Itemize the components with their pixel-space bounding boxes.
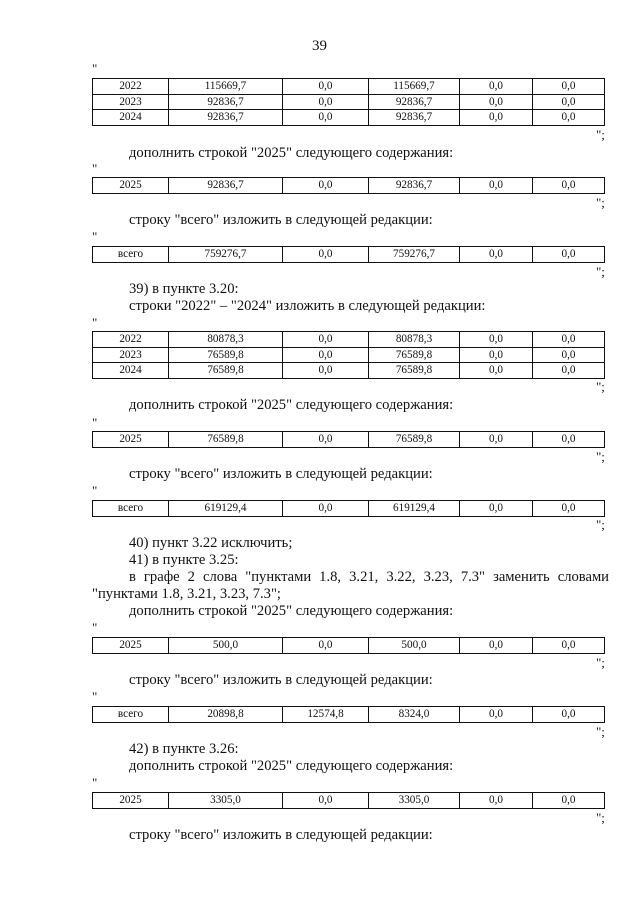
table-cell: 92836,7 — [169, 178, 283, 194]
table-cell: 0,0 — [533, 793, 605, 809]
table-cell: 0,0 — [533, 178, 605, 194]
table-cell: 92836,7 — [369, 178, 460, 194]
paragraph-item-42: 42) в пункте 3.26: — [129, 741, 239, 757]
open-quote: " — [92, 61, 98, 76]
table-cell: 0,0 — [283, 178, 369, 194]
table-cell: 0,0 — [533, 501, 605, 517]
table-cell: 500,0 — [369, 638, 460, 654]
table-cell: 80878,3 — [369, 332, 460, 348]
table-cell: 0,0 — [533, 79, 605, 95]
table-row — [93, 79, 605, 95]
paragraph-item-41-text-continued: "пунктами 1.8, 3.21, 3.23, 7.3"; — [92, 586, 281, 602]
table-2025 — [92, 431, 605, 448]
table-cell: 0,0 — [460, 332, 533, 348]
table-cell: 0,0 — [283, 432, 369, 448]
paragraph-rows-2022-2024: строки "2022" – "2024" изложить в следующей редакции: — [129, 298, 486, 314]
paragraph-add-2025: дополнить строкой "2025" следующего содержания: — [129, 145, 454, 161]
table-cell: 76589,8 — [369, 363, 460, 379]
table-years-2022-2024 — [92, 78, 605, 126]
page-number: 39 — [312, 38, 327, 54]
close-quote: "; — [596, 127, 605, 142]
table-row — [93, 332, 605, 348]
table-cell: 0,0 — [533, 332, 605, 348]
close-quote: "; — [596, 655, 605, 670]
paragraph-total: строку "всего" изложить в следующей редакции: — [129, 466, 433, 482]
table-cell: 2022 — [93, 332, 169, 348]
table-cell: 2025 — [93, 178, 169, 194]
table-row — [93, 501, 605, 517]
paragraph-total: строку "всего" изложить в следующей редакции: — [129, 827, 433, 843]
table-cell: 2022 — [93, 79, 169, 95]
table-cell: 2025 — [93, 432, 169, 448]
close-quote: "; — [596, 810, 605, 825]
table-cell: 0,0 — [533, 432, 605, 448]
table-total — [92, 706, 605, 723]
close-quote: "; — [596, 379, 605, 394]
close-quote: "; — [596, 264, 605, 279]
table-cell: 0,0 — [283, 94, 369, 110]
table-row — [93, 432, 605, 448]
table-cell: 0,0 — [533, 638, 605, 654]
paragraph-item-41: 41) в пункте 3.25: — [129, 552, 239, 568]
table-row — [93, 363, 605, 379]
open-quote: " — [92, 689, 98, 704]
table-cell: 0,0 — [283, 638, 369, 654]
close-quote: "; — [596, 195, 605, 210]
table-row — [93, 707, 605, 723]
table-cell: 0,0 — [283, 501, 369, 517]
paragraph-item-40: 40) пункт 3.22 исключить; — [129, 535, 293, 551]
table-cell: 500,0 — [169, 638, 283, 654]
table-2025 — [92, 792, 605, 809]
table-cell: 0,0 — [460, 638, 533, 654]
paragraph-total: строку "всего" изложить в следующей редакции: — [129, 212, 433, 228]
table-row — [93, 110, 605, 126]
table-cell: 92836,7 — [369, 94, 460, 110]
table-cell: 0,0 — [460, 110, 533, 126]
table-cell: 0,0 — [460, 501, 533, 517]
table-years-2022-2024 — [92, 331, 605, 379]
table-cell: 0,0 — [533, 707, 605, 723]
table-row — [93, 347, 605, 363]
table-cell: 0,0 — [533, 347, 605, 363]
table-cell: 20898,8 — [169, 707, 283, 723]
table-cell: 2023 — [93, 347, 169, 363]
table-cell: 80878,3 — [169, 332, 283, 348]
table-cell: 0,0 — [533, 94, 605, 110]
table-cell: 76589,8 — [169, 347, 283, 363]
table-cell: 759276,7 — [369, 247, 460, 263]
paragraph-add-2025: дополнить строкой "2025" следующего содержания: — [129, 603, 454, 619]
table-cell: 2025 — [93, 793, 169, 809]
table-cell: 0,0 — [283, 793, 369, 809]
table-row — [93, 94, 605, 110]
table-cell: 0,0 — [283, 79, 369, 95]
table-cell: 0,0 — [533, 247, 605, 263]
table-cell: 8324,0 — [369, 707, 460, 723]
open-quote: " — [92, 775, 98, 790]
table-cell: 2025 — [93, 638, 169, 654]
table-cell: 115669,7 — [169, 79, 283, 95]
close-quote: "; — [596, 449, 605, 464]
table-cell: 0,0 — [460, 432, 533, 448]
table-cell: 619129,4 — [169, 501, 283, 517]
table-total — [92, 500, 605, 517]
table-cell: 0,0 — [283, 247, 369, 263]
table-cell: 0,0 — [533, 110, 605, 126]
table-cell: 76589,8 — [369, 347, 460, 363]
paragraph-item-41-text: в графе 2 слова "пунктами 1.8, 3.21, 3.22, 3.23, 7.3" заменить словами — [129, 569, 609, 585]
table-cell: 3305,0 — [169, 793, 283, 809]
table-cell: 76589,8 — [169, 432, 283, 448]
table-cell: 0,0 — [283, 347, 369, 363]
table-cell: 92836,7 — [169, 94, 283, 110]
open-quote: " — [92, 315, 98, 330]
table-cell: 0,0 — [533, 363, 605, 379]
open-quote: " — [92, 483, 98, 498]
table-cell: 92836,7 — [369, 110, 460, 126]
table-cell: 0,0 — [460, 94, 533, 110]
table-cell: 0,0 — [283, 332, 369, 348]
table-cell: 3305,0 — [369, 793, 460, 809]
table-cell: 115669,7 — [369, 79, 460, 95]
open-quote: " — [92, 161, 98, 176]
table-cell: 0,0 — [460, 793, 533, 809]
paragraph-add-2025: дополнить строкой "2025" следующего содержания: — [129, 397, 454, 413]
paragraph-total: строку "всего" изложить в следующей редакции: — [129, 672, 433, 688]
paragraph-add-2025: дополнить строкой "2025" следующего содержания: — [129, 758, 454, 774]
table-cell: 76589,8 — [369, 432, 460, 448]
table-cell: 0,0 — [460, 247, 533, 263]
table-cell: 619129,4 — [369, 501, 460, 517]
table-cell: 0,0 — [460, 347, 533, 363]
table-2025 — [92, 637, 605, 654]
table-cell: 0,0 — [283, 363, 369, 379]
table-cell: 759276,7 — [169, 247, 283, 263]
table-cell: всего — [93, 707, 169, 723]
open-quote: " — [92, 229, 98, 244]
table-2025 — [92, 177, 605, 194]
table-cell: 2024 — [93, 110, 169, 126]
table-cell: 92836,7 — [169, 110, 283, 126]
table-row — [93, 638, 605, 654]
table-cell: 76589,8 — [169, 363, 283, 379]
table-row — [93, 793, 605, 809]
table-cell: всего — [93, 247, 169, 263]
open-quote: " — [92, 415, 98, 430]
close-quote: "; — [596, 517, 605, 532]
table-cell: 0,0 — [283, 110, 369, 126]
table-cell: 0,0 — [460, 178, 533, 194]
table-cell: 0,0 — [460, 79, 533, 95]
close-quote: "; — [596, 724, 605, 739]
paragraph-item-39: 39) в пункте 3.20: — [129, 281, 239, 297]
table-row — [93, 247, 605, 263]
table-cell: всего — [93, 501, 169, 517]
table-row — [93, 178, 605, 194]
table-cell: 2023 — [93, 94, 169, 110]
table-total — [92, 246, 605, 263]
open-quote: " — [92, 620, 98, 635]
table-cell: 0,0 — [460, 707, 533, 723]
table-cell: 2024 — [93, 363, 169, 379]
table-cell: 0,0 — [460, 363, 533, 379]
table-cell: 12574,8 — [283, 707, 369, 723]
